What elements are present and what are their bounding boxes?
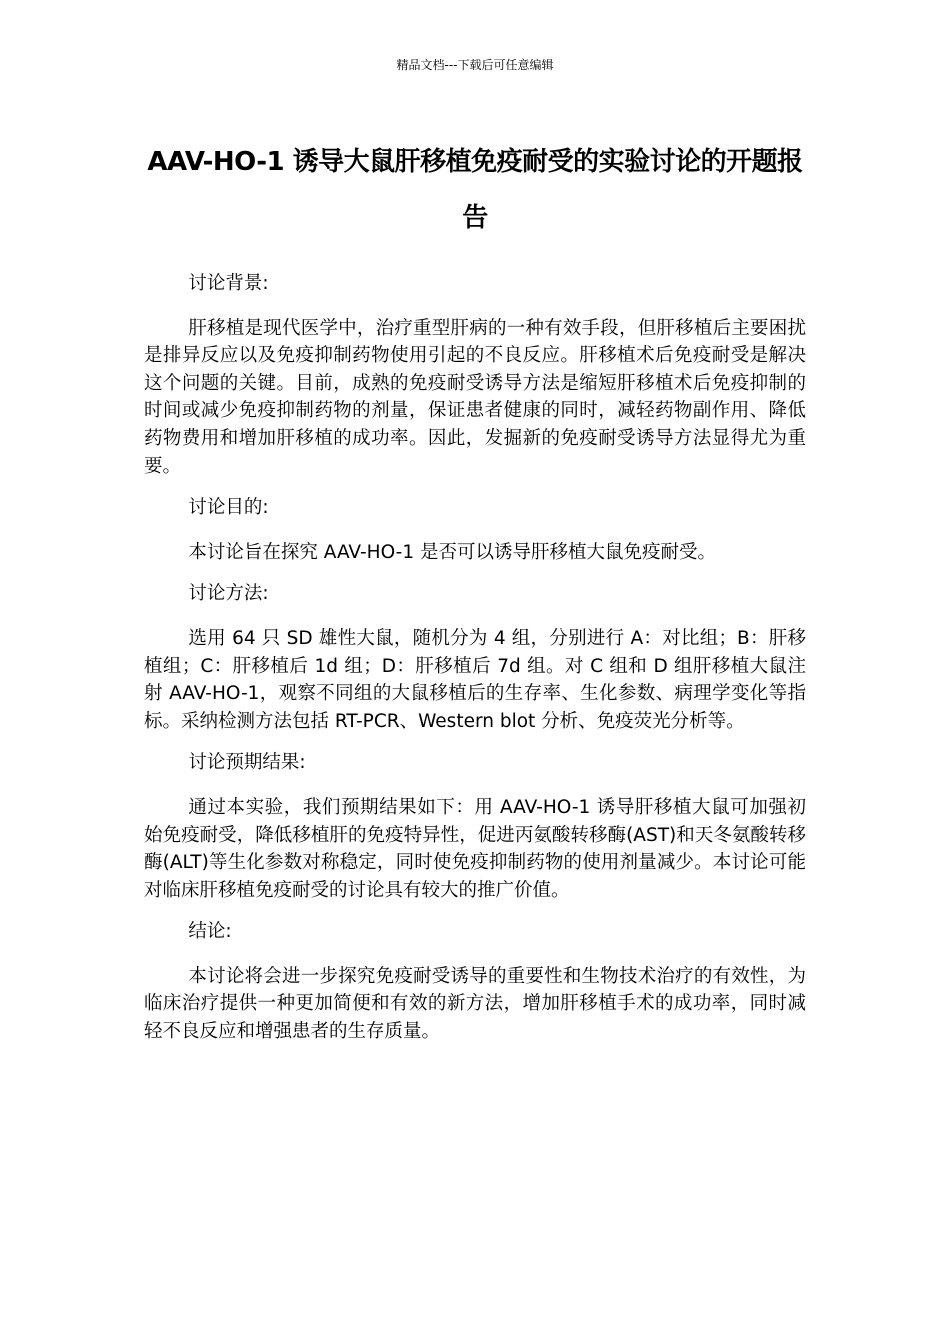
- section-heading-purpose: 讨论目的:: [188, 497, 269, 519]
- section-body-purpose: 本讨论旨在探究 AAV-HO-1 是否可以诱导肝移植大鼠免疫耐受。: [188, 541, 716, 563]
- section-body-conclusion: 本讨论将会进一步探究免疫耐受诱导的重要性和生物技术治疗的有效性，为临床治疗提供一种更加简便和有效的新方法，增加肝移植手术的成功率，同时减轻不良反应和增强患者的生存质量。: [144, 965, 806, 1043]
- section-heading-background: 讨论背景:: [188, 273, 269, 294]
- section-body-expected-results: 通过本实验，我们预期结果如下：用 AAV-HO-1 诱导肝移植大鼠可加强初始免疫耐受，降低移植肝的免疫特异性，促进丙氨酸转移酶(AST)和天冬氨酸转移酶(ALT)等生化参数对称稳定，同时使免疫抑制药物的使用剂量减少。本讨论可能对临床肝移植免疫耐受的讨论具有较大的推广价值。: [144, 796, 806, 901]
- page-header-watermark: 精品文档---下载后可任意编辑: [396, 58, 554, 72]
- section-heading-conclusion: 结论:: [188, 921, 232, 943]
- section-conclusion: [144, 918, 806, 1045]
- document-title: AAV-HO-1 诱导大鼠肝移植免疫耐受的实验讨论的开题报告: [147, 147, 803, 233]
- section-expected-results: [144, 749, 806, 904]
- section-background: [144, 270, 806, 480]
- section-body-background: 肝移植是现代医学中，治疗重型肝病的一种有效手段，但肝移植后主要困扰是排异反应以及免疫抑制药物使用引起的不良反应。肝移植术后免疫耐受是解决这个问题的关键。目前，成熟的免疫耐受诱导方法是缩短肝移植术后免疫抑制的时间或减少免疫抑制药物的剂量，保证患者健康的同时，减轻药物副作用、降低药物费用和增加肝移植的成功率。因此，发掘新的免疫耐受诱导方法显得尤为重要。: [144, 317, 806, 477]
- section-body-methods: 选用 64 只 SD 雄性大鼠，随机分为 4 组，分别进行 A：对比组；B：肝移植组；C：肝移植后 1d 组；D：肝移植后 7d 组。对 C 组和 D 组肝移植大鼠注射 AAV-HO-1，观察不同组的大鼠移植后的生存率、生化参数、病理学变化等指标。采纳检测方法包括 RT-PCR、Western blot 分析、免疫荧光分析等。: [144, 627, 806, 732]
- section-heading-methods: 讨论方法:: [188, 583, 269, 605]
- section-purpose: [144, 494, 806, 566]
- section-heading-expected-results: 讨论预期结果:: [188, 752, 306, 774]
- section-methods: [144, 580, 806, 735]
- document-body: [144, 270, 806, 1060]
